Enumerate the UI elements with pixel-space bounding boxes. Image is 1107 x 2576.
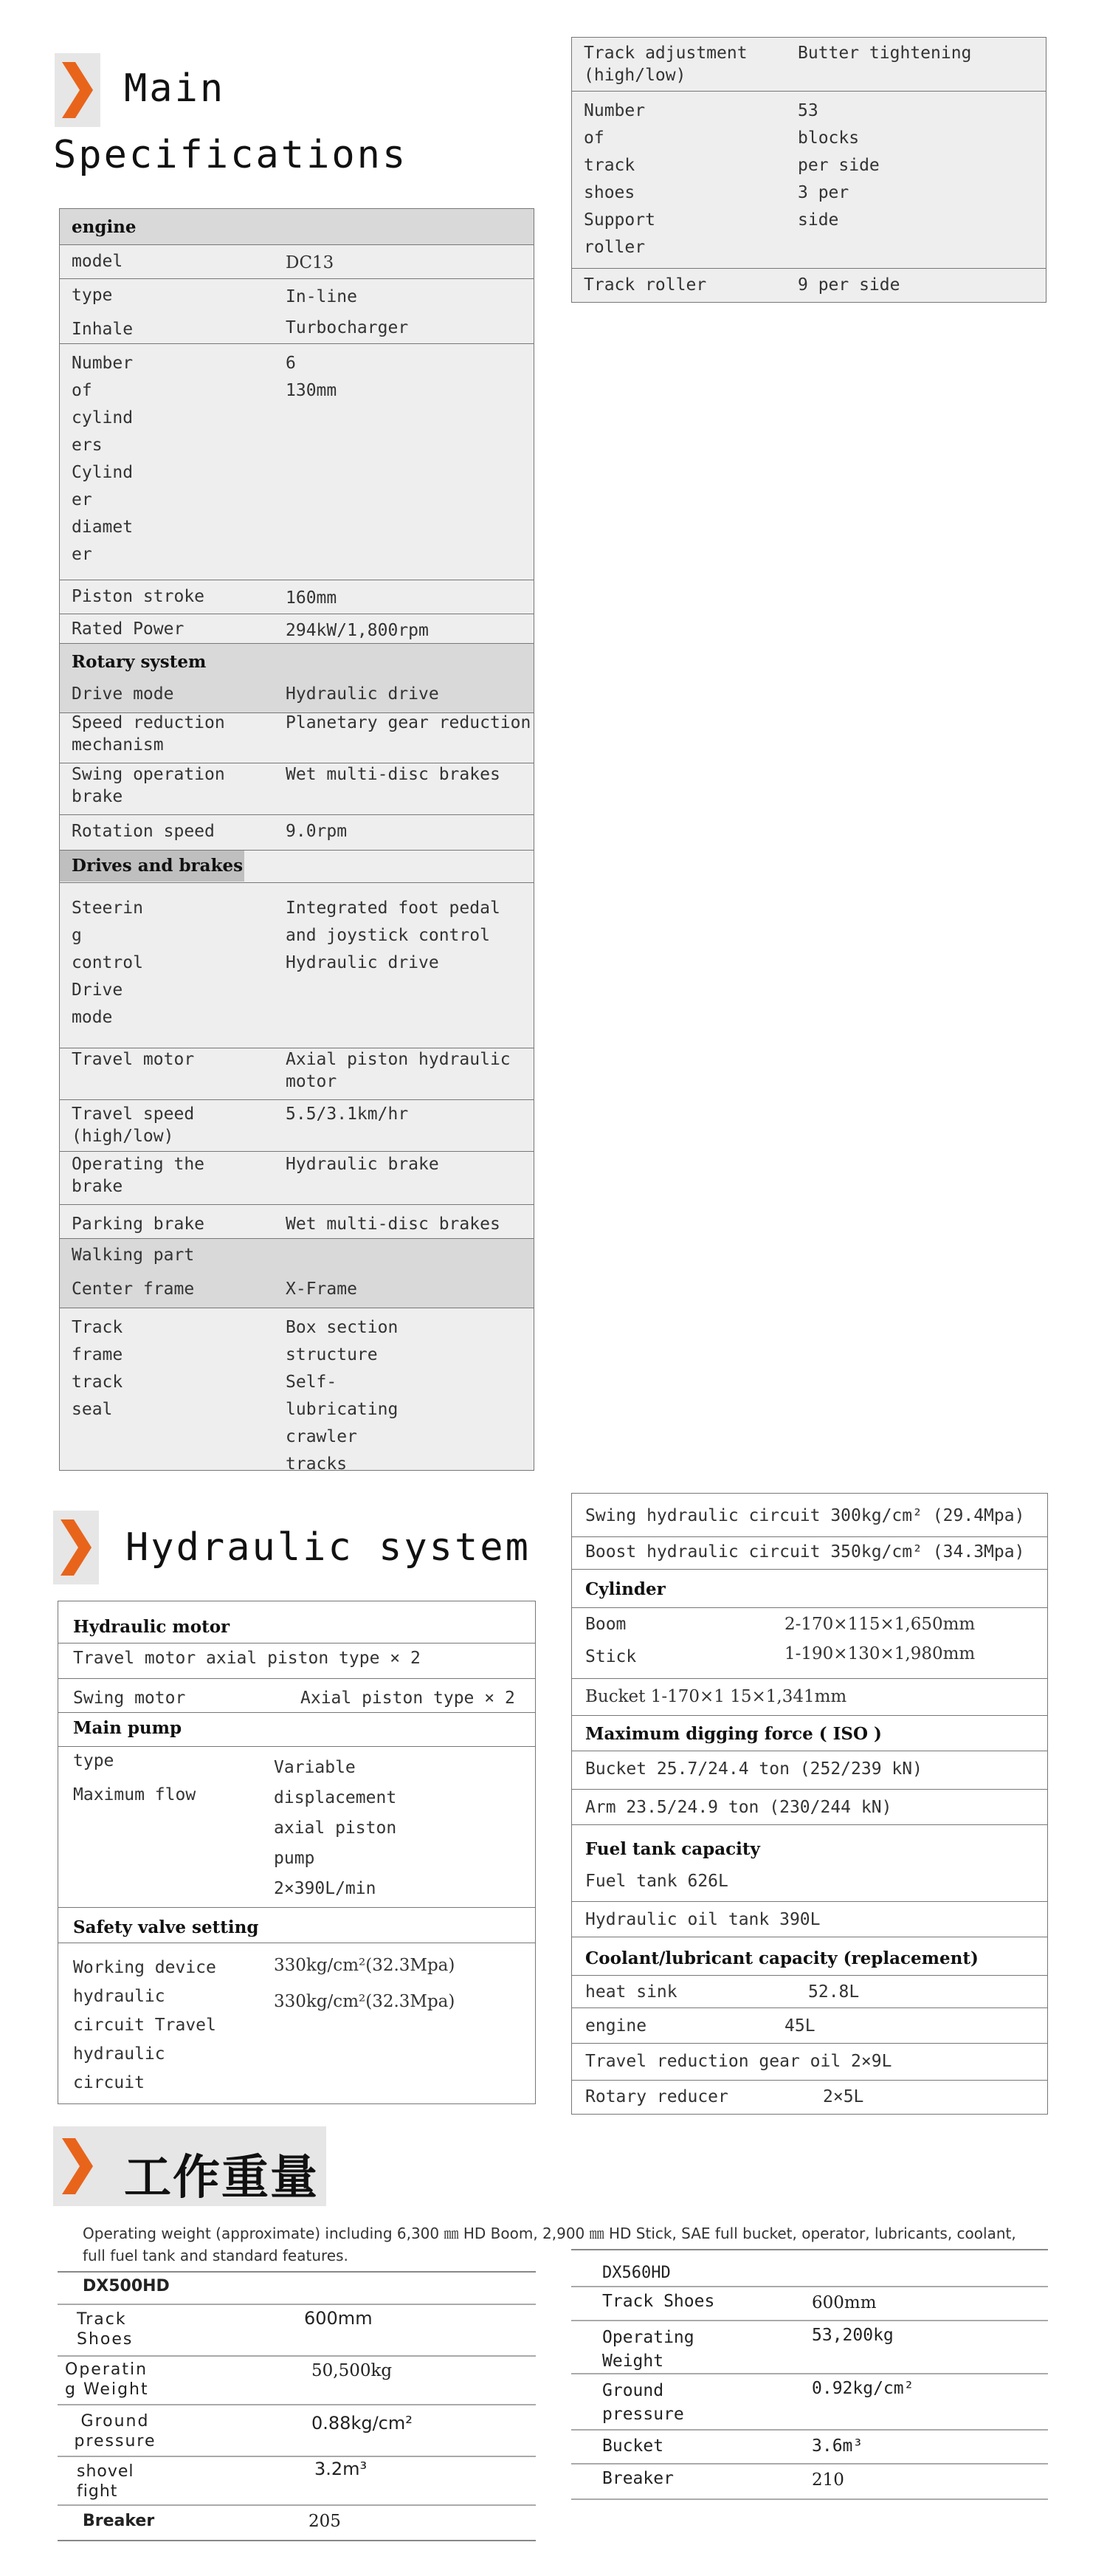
steering-value: Integrated foot pedal and joystick control Hydraulic drive bbox=[286, 899, 500, 972]
dx500-line-4 bbox=[58, 2456, 536, 2457]
travel-motor-label: Travel motor bbox=[72, 1050, 195, 1069]
weight-note: Operating weight (approximate) including 6,300 ㎜ HD Boom, 2,900 ㎜ HD Stick, SAE full bucket, operator, lubricants, coolant, full fuel tank and standard features. bbox=[83, 2225, 1016, 2264]
piston-label: Piston stroke bbox=[72, 587, 205, 606]
chevron-logo-icon bbox=[62, 62, 93, 118]
safety-header-row bbox=[58, 1907, 535, 1943]
bucket-force: Bucket 25.7/24.4 ton (252/239 kN) bbox=[585, 1759, 922, 1779]
drives-header: Drives and brakes bbox=[72, 856, 244, 876]
dx500-line-3 bbox=[58, 2404, 536, 2405]
dx500-breaker-value: 205 bbox=[308, 2512, 341, 2531]
op-brake-label: Operating the brake bbox=[72, 1155, 205, 1196]
model-label: model bbox=[72, 252, 123, 271]
dx560-bottom-line bbox=[571, 2498, 1048, 2500]
dx500-model: DX500HD bbox=[83, 2277, 170, 2295]
engine-header-row bbox=[60, 209, 534, 244]
inhale-label: Inhale bbox=[72, 320, 134, 339]
center-frame-label: Center frame bbox=[72, 1280, 195, 1299]
travel-speed-label: Travel speed (high/low) bbox=[72, 1105, 195, 1146]
stick-value: 1-190×130×1,980mm bbox=[784, 1644, 976, 1663]
arm-force: Arm 23.5/24.9 ton (230/244 kN) bbox=[585, 1798, 892, 1817]
dx500-shovel-label: shovel fight bbox=[77, 2462, 134, 2501]
dx560-line-5 bbox=[571, 2463, 1048, 2465]
type-value: In-line bbox=[286, 287, 357, 306]
track-shoes-value: 53 blocks per side 3 per side bbox=[798, 101, 880, 230]
rated-value: 294kW/1,800rpm bbox=[286, 621, 429, 640]
dx500-top-line bbox=[58, 2271, 536, 2273]
parking-label: Parking brake bbox=[72, 1215, 205, 1234]
travel-gear: Travel reduction gear oil 2×9L bbox=[585, 2052, 892, 2071]
dx500-line-2 bbox=[58, 2355, 536, 2357]
track-shoes-label: Number of track shoes Support roller bbox=[584, 101, 655, 257]
boom-stick-row bbox=[572, 1607, 1047, 1678]
model-value: DC13 bbox=[286, 253, 334, 272]
dx560-breaker-value: 210 bbox=[812, 2470, 844, 2490]
track-frame-value: Box section structure Self- lubricating crawler tracks bbox=[286, 1318, 399, 1474]
boom-label: Boom bbox=[585, 1615, 627, 1634]
chevron-logo-icon bbox=[62, 2138, 93, 2194]
dx560-top-line bbox=[571, 2249, 1048, 2250]
walking-block bbox=[60, 1238, 534, 1308]
steering-row bbox=[60, 882, 534, 1048]
dx560-line-4 bbox=[571, 2429, 1048, 2431]
hyd-motor-header-row bbox=[58, 1601, 535, 1643]
hyd-oil-tank-row bbox=[572, 1901, 1047, 1937]
heat-sink-row bbox=[572, 1975, 1047, 2007]
cylinder-label: Number of cylind ers Cylind er diamet er bbox=[72, 354, 134, 564]
travel-motor-type-row bbox=[58, 1643, 535, 1678]
weight-header-block bbox=[53, 2126, 326, 2206]
fuel-tank: Fuel tank 626L bbox=[585, 1872, 728, 1891]
boost-circuit: Boost hydraulic circuit 350kg/cm² (34.3Mpa) bbox=[585, 1542, 1025, 1562]
coolant-header: Coolant/lubricant capacity (replacement) bbox=[585, 1948, 979, 1968]
track-table bbox=[571, 37, 1046, 303]
safety-header: Safety valve setting bbox=[73, 1917, 259, 1937]
dx560-line-3 bbox=[571, 2373, 1048, 2374]
rotation-row bbox=[60, 814, 534, 850]
swing-brake-value: Wet multi-disc brakes bbox=[286, 765, 500, 784]
cylinder-value: 6 130mm bbox=[286, 354, 337, 400]
dx560-ground-value: 0.92kg/cm² bbox=[812, 2379, 914, 2398]
dx500-shoes-label: Track Shoes bbox=[77, 2310, 134, 2349]
center-frame-value: X-Frame bbox=[286, 1280, 357, 1299]
dx560-weight-label: Operating Weight bbox=[602, 2328, 694, 2371]
swing-circuit: Swing hydraulic circuit 300kg/cm² (29.4Mpa) bbox=[585, 1506, 1025, 1525]
rotary-header: Rotary system bbox=[72, 652, 207, 672]
travel-motor-value: Axial piston hydraulic motor bbox=[286, 1050, 511, 1091]
track-adjustment-value: Butter tightening bbox=[798, 44, 972, 63]
speed-reduction-row bbox=[60, 712, 534, 763]
type-inhale-row bbox=[60, 278, 534, 343]
bucket-force-row bbox=[572, 1751, 1047, 1789]
type-label: type bbox=[72, 286, 113, 305]
rotation-label: Rotation speed bbox=[72, 822, 215, 841]
boom-value: 2-170×115×1,650mm bbox=[784, 1615, 976, 1634]
inhale-value: Turbocharger bbox=[286, 318, 409, 337]
hydraulic-table bbox=[58, 1601, 536, 2104]
track-adjustment-row bbox=[572, 38, 1046, 91]
hyd-motor-header: Hydraulic motor bbox=[73, 1617, 230, 1637]
engine-coolant-row bbox=[572, 2007, 1047, 2043]
dx560-model: DX560HD bbox=[602, 2264, 671, 2282]
engine-header: engine bbox=[72, 217, 137, 237]
dx560-shoes-label: Track Shoes bbox=[602, 2292, 715, 2311]
dx500-weight-label: Operatin g Weight bbox=[65, 2360, 149, 2399]
swing-circuit-row bbox=[572, 1494, 1047, 1536]
hydraulic-title: Hydraulic system bbox=[125, 1525, 531, 1570]
track-frame-label: Track frame track seal bbox=[72, 1318, 123, 1419]
drives-header-row bbox=[60, 850, 534, 882]
track-roller-value: 9 per side bbox=[798, 275, 900, 295]
rotation-value: 9.0rpm bbox=[286, 822, 348, 841]
main-title-line2: Specifications bbox=[53, 133, 408, 177]
steering-label: Steerin g control Drive mode bbox=[72, 899, 143, 1027]
hyd-oil-tank: Hydraulic oil tank 390L bbox=[585, 1910, 821, 1929]
main-pump-row bbox=[58, 1746, 535, 1907]
dx500-line-5 bbox=[58, 2504, 536, 2506]
parking-row bbox=[60, 1204, 534, 1238]
track-roller-label: Track roller bbox=[584, 275, 707, 295]
travel-speed-value: 5.5/3.1km/hr bbox=[286, 1105, 409, 1124]
speed-reduction-value: Planetary gear reduction bbox=[286, 713, 531, 732]
swing-motor-label: Swing motor bbox=[73, 1689, 186, 1708]
rotary-reducer-row bbox=[572, 2080, 1047, 2115]
swing-motor-value: Axial piston type × 2 bbox=[300, 1689, 515, 1708]
fuel-block bbox=[572, 1824, 1047, 1901]
cylinder-row bbox=[60, 343, 534, 580]
main-title-line1: Main bbox=[124, 66, 226, 111]
walking-header: Walking part bbox=[72, 1246, 195, 1265]
section-logo-main bbox=[55, 53, 100, 127]
heat-sink-value: 52.8L bbox=[808, 1982, 860, 2002]
engine-coolant-label: engine bbox=[585, 2016, 647, 2036]
swing-brake-label: Swing operation brake bbox=[72, 765, 225, 806]
dx500-shoes-value: 600mm bbox=[304, 2308, 373, 2329]
dx560-line-1 bbox=[571, 2286, 1048, 2287]
rotary-reducer-value: 2×5L bbox=[823, 2087, 864, 2106]
drive-mode-label: Drive mode bbox=[72, 684, 174, 704]
section-logo-hydraulic bbox=[53, 1511, 99, 1584]
safety-row bbox=[58, 1943, 535, 2105]
safety-label: Working device hydraulic circuit Travel hydraulic circuit bbox=[73, 1958, 216, 2092]
track-roller-row bbox=[572, 268, 1046, 303]
dx500-bottom-line bbox=[58, 2540, 536, 2541]
arm-force-row bbox=[572, 1789, 1047, 1824]
dx560-bucket-value: 3.6m³ bbox=[812, 2436, 863, 2456]
dx560-line-2 bbox=[571, 2320, 1048, 2321]
travel-gear-row bbox=[572, 2043, 1047, 2080]
dx560-breaker-label: Breaker bbox=[602, 2469, 674, 2488]
safety-value: 330kg/cm²(32.3Mpa) 330kg/cm²(32.3Mpa) bbox=[274, 1956, 455, 2011]
travel-motor-row bbox=[60, 1048, 534, 1099]
main-pump-value: Variable displacement axial piston pump 2×390L/min bbox=[274, 1758, 397, 1898]
swing-motor-row bbox=[58, 1678, 535, 1712]
rated-label: Rated Power bbox=[72, 619, 184, 639]
dx560-bucket-label: Bucket bbox=[602, 2436, 664, 2456]
chevron-logo-icon bbox=[61, 1519, 92, 1576]
piston-value: 160mm bbox=[286, 588, 337, 608]
cylinder-header-row bbox=[572, 1569, 1047, 1607]
swing-brake-row bbox=[60, 763, 534, 814]
fuel-header: Fuel tank capacity bbox=[585, 1839, 760, 1859]
main-spec-table bbox=[59, 208, 534, 1474]
engine-coolant-value: 45L bbox=[784, 2016, 815, 2036]
main-pump-header-row bbox=[58, 1712, 535, 1746]
dx500-line-1 bbox=[58, 2304, 536, 2305]
op-brake-value: Hydraulic brake bbox=[286, 1155, 439, 1174]
parking-value: Wet multi-disc brakes bbox=[286, 1215, 500, 1234]
rotary-reducer-label: Rotary reducer bbox=[585, 2087, 728, 2106]
travel-speed-row bbox=[60, 1099, 534, 1151]
piston-row bbox=[60, 580, 534, 614]
bucket-cylinder-row bbox=[572, 1678, 1047, 1715]
cylinder-header: Cylinder bbox=[585, 1579, 666, 1599]
track-shoes-row bbox=[572, 91, 1046, 268]
bucket-cylinder: Bucket 1-170×1 15×1,341mm bbox=[585, 1687, 847, 1706]
digging-header: Maximum digging force ( ISO ) bbox=[585, 1724, 882, 1744]
speed-reduction-label: Speed reduction mechanism bbox=[72, 713, 225, 755]
rated-row bbox=[60, 614, 534, 643]
digging-header-row bbox=[572, 1715, 1047, 1751]
dx500-breaker-label: Breaker bbox=[83, 2512, 155, 2530]
track-adjustment-label: Track adjustment (high/low) bbox=[584, 44, 748, 85]
dx500-weight-value: 50,500kg bbox=[311, 2361, 393, 2380]
track-frame-row bbox=[60, 1308, 534, 1474]
stick-label: Stick bbox=[585, 1647, 637, 1666]
coolant-header-row bbox=[572, 1937, 1047, 1975]
dx500-ground-label: Ground pressure bbox=[74, 2412, 156, 2450]
drive-mode-value: Hydraulic drive bbox=[286, 684, 439, 704]
hydraulic-right-table bbox=[571, 1493, 1048, 2115]
heat-sink-label: heat sink bbox=[585, 1982, 677, 2002]
weight-title: 工作重量 bbox=[124, 2151, 319, 2205]
dx500-ground-value: 0.88kg/cm² bbox=[311, 2413, 413, 2434]
rotary-block bbox=[60, 643, 534, 712]
dx560-shoes-value: 600mm bbox=[812, 2293, 877, 2312]
op-brake-row bbox=[60, 1151, 534, 1204]
main-pump-label: type Maximum flow bbox=[73, 1751, 196, 1804]
travel-motor-type: Travel motor axial piston type × 2 bbox=[73, 1649, 421, 1668]
dx560-weight-value: 53,200kg bbox=[812, 2326, 894, 2345]
main-pump-header: Main pump bbox=[73, 1718, 182, 1738]
dx560-ground-label: Ground pressure bbox=[602, 2381, 684, 2424]
model-row bbox=[60, 244, 534, 278]
boost-circuit-row bbox=[572, 1536, 1047, 1569]
dx500-shovel-value: 3.2m³ bbox=[314, 2459, 368, 2479]
